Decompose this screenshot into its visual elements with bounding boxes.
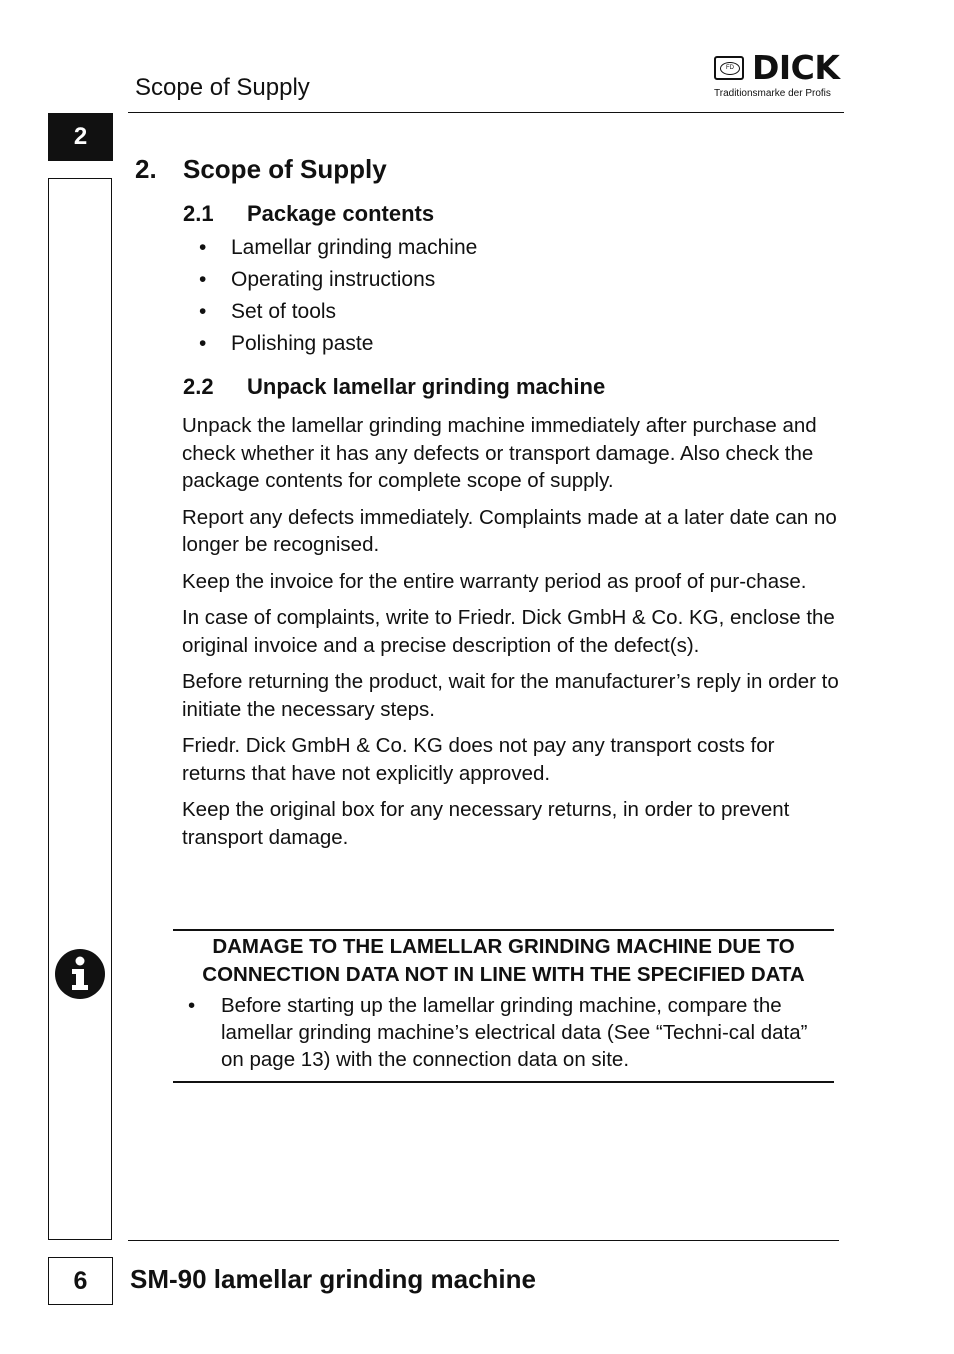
subsection-heading-package <box>183 201 434 227</box>
subsection-title: Package contents <box>247 201 435 226</box>
chapter-tab: 2 <box>48 113 113 161</box>
subsection-title: Unpack lamellar grinding machine <box>247 374 606 399</box>
paragraph: Before returning the product, wait for the manufacturer’s reply in order to initiate the necessary steps. <box>182 670 839 721</box>
notice-box <box>173 929 834 1083</box>
footer-divider <box>128 1240 839 1241</box>
paragraph: Friedr. Dick GmbH & Co. KG does not pay any transport costs for returns that have not explicitly approved. <box>182 734 775 785</box>
notice-heading: DAMAGE TO THE LAMELLAR GRINDING MACHINE DUE TO CONNECTION DATA NOT IN LINE WITH THE SPECIFIED DATA <box>202 935 805 986</box>
paragraph: Keep the original box for any necessary returns, in order to prevent transport damage. <box>182 798 790 849</box>
section-heading <box>135 154 387 185</box>
logo-mark-icon: FD <box>714 56 744 80</box>
list-item: • Polishing paste <box>199 332 477 364</box>
notice-item: • Before starting up the lamellar grinding machine, compare the lamellar grinding machine’s electrical data (See “Techni-cal data” on page 13) with the connection data on site. <box>173 992 834 1073</box>
unpack-body <box>182 412 842 860</box>
logo-brand: DICK <box>752 48 840 87</box>
footer-title: SM-90 lamellar grinding machine <box>130 1264 536 1294</box>
section-number: 2. <box>135 154 157 184</box>
paragraph: Report any defects immediately. Complaints made at a later date can no longer be recognised. <box>182 505 837 556</box>
paragraph: Unpack the lamellar grinding machine immediately after purchase and check whether it has any defects or transport damage. Also check the package contents for complete scope of supply. <box>182 414 817 492</box>
paragraph: Keep the invoice for the entire warranty period as proof of pur-chase. <box>182 569 807 593</box>
page-number: 6 <box>48 1257 113 1305</box>
section-title: Scope of Supply <box>183 154 387 184</box>
paragraph: In case of complaints, write to Friedr. Dick GmbH & Co. KG, enclose the original invoice and a precise description of the defect(s). <box>182 606 835 657</box>
subsection-number: 2.1 <box>183 201 214 226</box>
header-divider <box>128 112 844 113</box>
list-item: • Set of tools <box>199 300 477 332</box>
package-contents-list <box>199 236 477 364</box>
list-item: • Lamellar grinding machine <box>199 236 477 268</box>
logo-tagline: Traditionsmarke der Profis <box>714 88 831 99</box>
subsection-heading-unpack <box>183 374 605 400</box>
brand-logo <box>714 48 846 102</box>
subsection-number: 2.2 <box>183 374 214 399</box>
running-header: Scope of Supply <box>135 74 310 101</box>
info-icon <box>54 948 106 1000</box>
list-item: • Operating instructions <box>199 268 477 300</box>
side-margin-box <box>48 178 112 1240</box>
